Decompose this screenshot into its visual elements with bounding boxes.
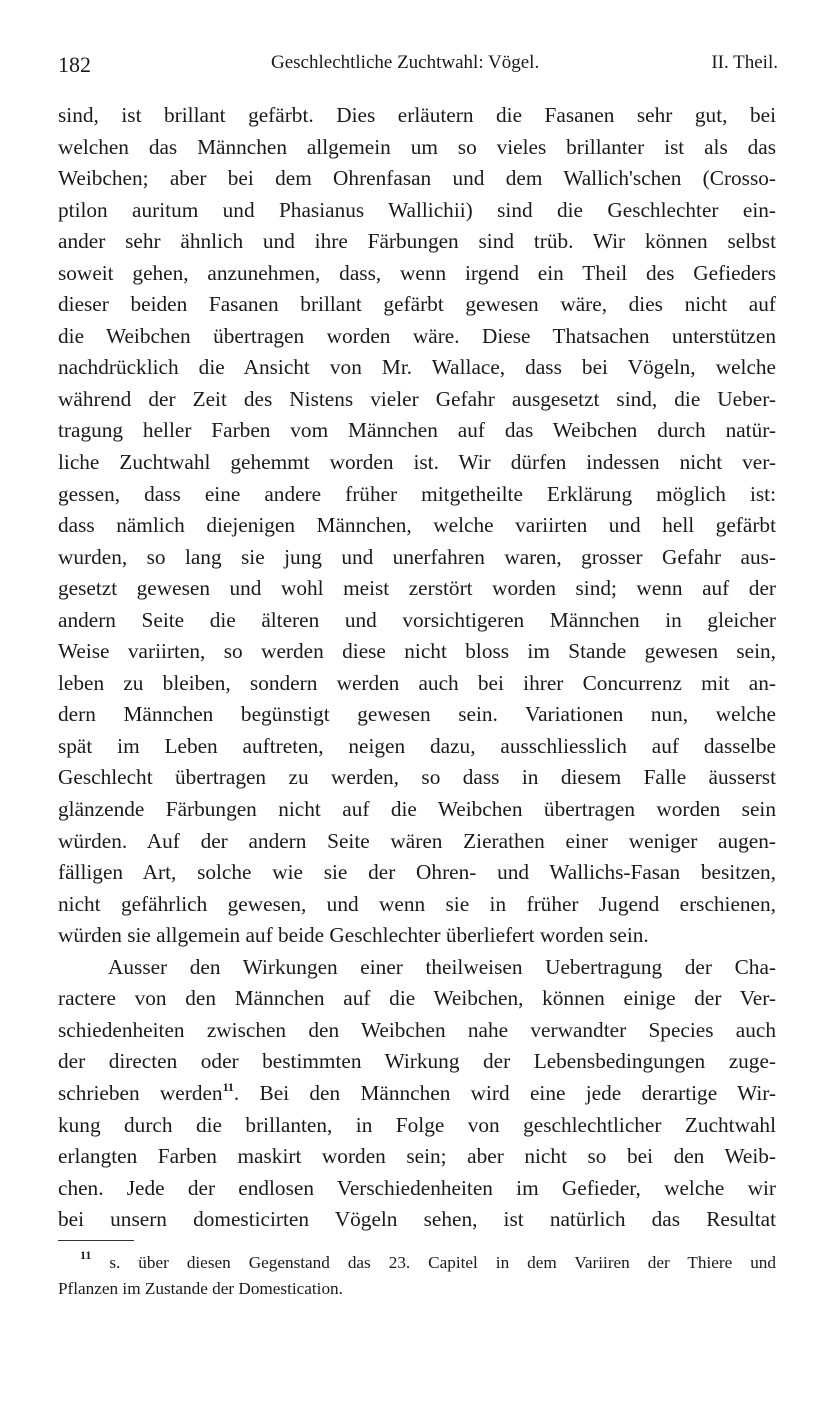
part-label: II. Theil. [711,52,778,73]
footnote-reference: 11 [222,1079,234,1094]
text-line: soweit gehen, anzunehmen, dass, wenn irgend ein Theil des Gefieders [58,260,776,285]
text-line-with-footnote-ref [58,1078,776,1110]
text-line: Ausser den Wirkungen einer theilweisen Uebertragung der Cha- [108,954,776,979]
text-segment: . Bei den Männchen wird eine jede derartige Wir- [233,1080,776,1105]
text-line: fälligen Art, solche wie sie der Ohren- und Wallichs-Fasan besitzen, [58,860,776,885]
text-line: andern Seite die älteren und vorsichtigeren Männchen in gleicher [58,607,776,632]
text-line: bei unsern domesticirten Vögeln sehen, ist natürlich das Resultat [58,1207,776,1232]
text-line: tragung heller Farben vom Männchen auf das Weibchen durch natür- [58,418,776,443]
text-line: würden sie allgemein auf beide Geschlechter überliefert worden sein. [58,923,649,948]
footnote-line [58,1250,776,1276]
text-line: wurden, so lang sie jung und unerfahren waren, grosser Gefahr aus- [58,544,776,569]
footnote-divider [58,1240,134,1241]
text-line: leben zu bleiben, sondern werden auch bei ihrer Concurrenz mit an- [58,670,776,695]
running-header [58,52,778,84]
text-line: erlangten Farben maskirt worden sein; aber nicht so bei den Weib- [58,1144,776,1169]
text-line: sind, ist brillant gefärbt. Dies erläutern die Fasanen sehr gut, bei [58,103,776,127]
text-line: schiedenheiten zwischen den Weibchen nahe verwandter Species auch [58,1017,776,1042]
text-line: welchen das Männchen allgemein um so vieles brillanter ist als das [58,134,776,159]
text-line: Weibchen; aber bei dem Ohrenfasan und dem Wallich'schen (Crosso- [58,166,776,191]
text-line: dern Männchen begünstigt gewesen sein. Variationen nun, welche [58,702,776,727]
text-line: ptilon auritum und Phasianus Wallichii) sind die Geschlechter ein- [58,197,776,222]
page-number: 182 [58,52,91,77]
running-title: Geschlechtliche Zuchtwahl: Vögel. [271,52,540,73]
text-line: nicht gefährlich gewesen, und wenn sie in früher Jugend erschienen, [58,891,776,916]
text-line: dass nämlich diejenigen Männchen, welche variirten und hell gefärbt [58,513,776,538]
text-line: gessen, dass eine andere früher mitgetheilte Erklärung möglich ist: [58,481,776,506]
text-line: würden. Auf der andern Seite wären Zierathen einer weniger augen- [58,828,776,853]
text-line: spät im Leben auftreten, neigen dazu, ausschliesslich auf dasselbe [58,733,776,758]
footnote-line: Pflanzen im Zustande der Domestication. [58,1279,343,1298]
text-line: nachdrücklich die Ansicht von Mr. Wallace, dass bei Vögeln, welche [58,355,776,380]
text-line: kung durch die brillanten, in Folge von geschlechtlicher Zuchtwahl [58,1112,776,1137]
text-line: während der Zeit des Nistens vieler Gefahr ausgesetzt sind, die Ueber- [58,386,776,411]
text-line: dieser beiden Fasanen brillant gefärbt gewesen wäre, dies nicht auf [58,292,776,317]
text-line: glänzende Färbungen nicht auf die Weibchen übertragen worden sein [58,797,776,822]
text-line: gesetzt gewesen und wohl meist zerstört worden sind; wenn auf der [58,576,776,601]
text-line: Weise variirten, so werden diese nicht bloss im Stande gewesen sein, [58,639,776,664]
text-line: Geschlecht übertragen zu werden, so dass in diesem Falle äusserst [58,765,776,790]
text-segment: schrieben werden [58,1080,223,1105]
footnote [58,1250,776,1302]
text-line: ander sehr ähnlich und ihre Färbungen sind trüb. Wir können selbst [58,229,776,254]
body-text [58,100,776,1236]
text-line: der directen oder bestimmten Wirkung der Lebensbedingungen zuge- [58,1049,776,1074]
text-line: liche Zuchtwahl gehemmt worden ist. Wir dürfen indessen nicht ver- [58,450,776,475]
text-line: chen. Jede der endlosen Verschiedenheiten im Gefieder, welche wir [58,1175,776,1200]
footnote-marker: 11 [80,1248,92,1262]
footnote-text: s. über diesen Gegenstand das 23. Capitel in dem Variiren der Thiere und [109,1253,776,1272]
text-line: ractere von den Männchen auf die Weibchen, können einige der Ver- [58,986,776,1011]
text-line: die Weibchen übertragen worden wäre. Diese Thatsachen unterstützen [58,323,776,348]
